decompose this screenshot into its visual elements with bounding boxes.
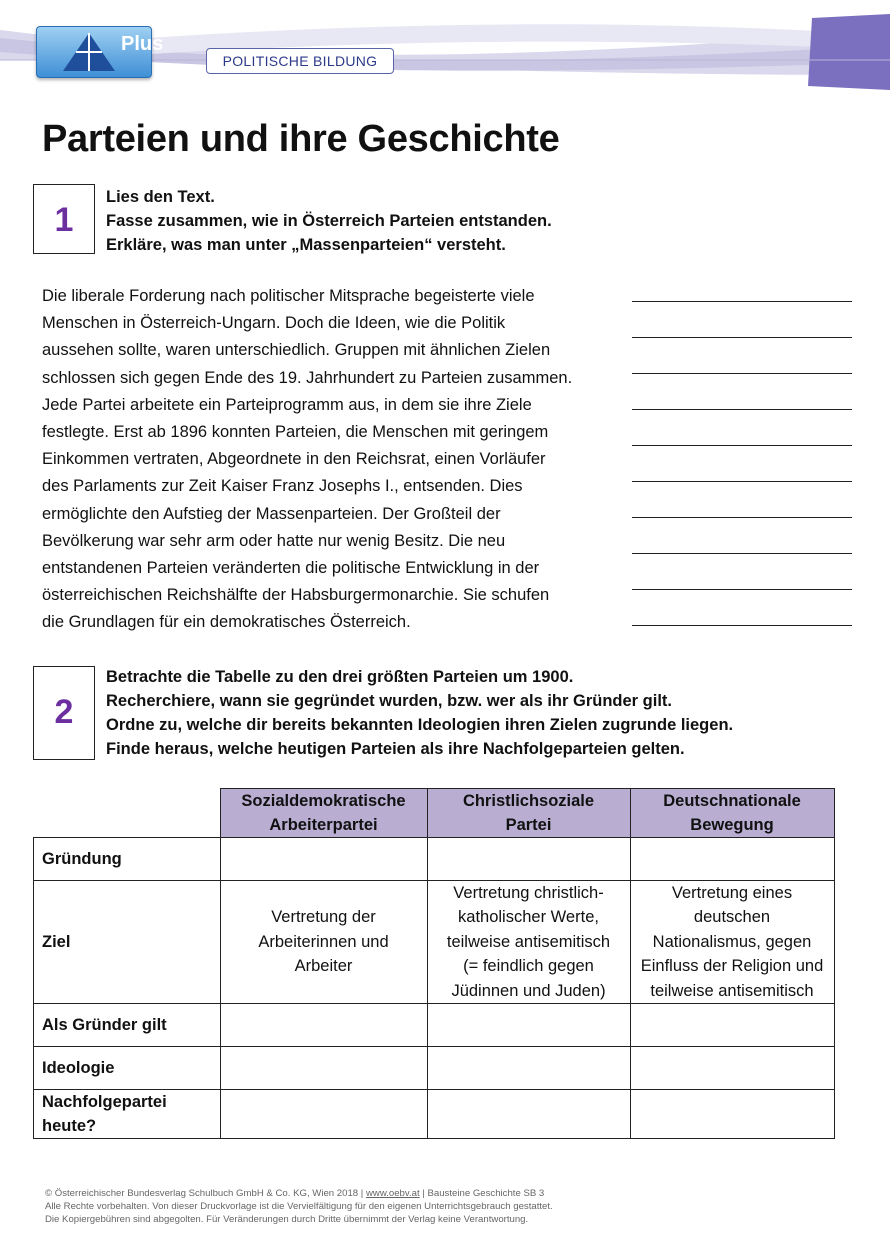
task-1-instructions — [106, 185, 552, 257]
instruction-line: Erkläre, was man unter „Massenparteien“ versteht. — [106, 236, 506, 254]
text-line: ermöglichte den Aufstieg der Massenparteien. Der Großteil der — [42, 504, 501, 523]
instruction-line: Ordne zu, welche dir bereits bekannten Ideologien ihren Zielen zugrunde liegen. — [106, 716, 734, 734]
answer-cell[interactable] — [630, 1090, 834, 1139]
answer-line[interactable] — [632, 518, 852, 554]
answer-cell[interactable] — [220, 1090, 427, 1139]
instruction-line: Fasse zusammen, wie in Österreich Parteien entstanden. — [106, 212, 552, 230]
answer-line[interactable] — [632, 482, 852, 518]
table-corner — [34, 789, 221, 838]
row-header: Gründung — [34, 838, 221, 881]
table-row — [34, 838, 835, 881]
footer-line: Alle Rechte vorbehalten. Von dieser Druckvorlage ist die Vervielfältigung für den eigenen Unterrichtsgebrauch gestattet. — [45, 1201, 553, 1212]
answer-cell[interactable] — [427, 1090, 630, 1139]
instruction-line: Finde heraus, welche heutigen Parteien als ihre Nachfolgeparteien gelten. — [106, 740, 685, 758]
column-header: Christlichsoziale Partei — [427, 789, 630, 838]
answer-cell[interactable] — [220, 1004, 427, 1047]
table-row — [34, 1047, 835, 1090]
task-number-1: 1 — [33, 184, 95, 254]
answer-cell[interactable] — [630, 1004, 834, 1047]
row-header: Nachfolgepartei heute? — [34, 1090, 221, 1139]
goal-cell: Vertretung der Arbeiterinnen und Arbeiter — [220, 881, 427, 1004]
answer-cell[interactable] — [427, 838, 630, 881]
text-line: des Parlaments zur Zeit Kaiser Franz Josephs I., entsenden. Dies — [42, 477, 523, 496]
answer-line[interactable] — [632, 410, 852, 446]
answer-line[interactable] — [632, 590, 852, 626]
publisher-link[interactable]: www.oebv.at — [365, 1188, 420, 1199]
text-line: entstandenen Parteien veränderten die politische Entwicklung in der — [42, 559, 540, 578]
instruction-line: Betrachte die Tabelle zu den drei größten Parteien um 1900. — [106, 668, 574, 686]
text-line: die Grundlagen für ein demokratisches Österreich. — [42, 613, 411, 632]
row-header: Als Gründer gilt — [34, 1004, 221, 1047]
answer-line[interactable] — [632, 302, 852, 338]
column-header: Sozialdemokratische Arbeiterpartei — [220, 789, 427, 838]
answer-line[interactable] — [632, 554, 852, 590]
answer-line[interactable] — [632, 446, 852, 482]
text-line: Die liberale Forderung nach politischer Mitsprache begeisterte viele — [42, 287, 535, 305]
text-line: Menschen in Österreich-Ungarn. Doch die Ideen, wie die Politik — [42, 314, 506, 333]
row-header: Ziel — [34, 881, 221, 1004]
text-line: festlegte. Erst ab 1896 konnten Parteien, die Menschen mit geringem — [42, 423, 549, 442]
answer-cell[interactable] — [630, 838, 834, 881]
answer-line[interactable] — [632, 338, 852, 374]
parties-table — [33, 788, 835, 1139]
answer-line[interactable] — [632, 374, 852, 410]
instruction-line: Lies den Text. — [106, 188, 215, 206]
task-number-2: 2 — [33, 666, 95, 760]
column-header: Deutschnationale Bewegung — [630, 789, 834, 838]
footer — [45, 1187, 553, 1226]
answer-cell[interactable] — [630, 1047, 834, 1090]
instruction-line: Recherchiere, wann sie gegründet wurden, bzw. wer als ihr Gründer gilt. — [106, 692, 673, 710]
answer-cell[interactable] — [220, 1047, 427, 1090]
table-row — [34, 881, 835, 1004]
goal-cell: Vertretung christlich- katholischer Werte, teilweise antisemitisch (= feindlich gegen Jüdinnen und Juden) — [427, 881, 630, 1004]
text-line: aussehen sollte, waren unterschiedlich. Gruppen mit ähnlichen Zielen — [42, 341, 551, 360]
subject-badge: POLITISCHE BILDUNG — [206, 48, 394, 74]
answer-line[interactable] — [632, 284, 852, 302]
footer-line: © Österreichischer Bundesverlag Schulbuch GmbH & Co. KG, Wien 2018 | www.oebv.at | Bausteine Geschichte SB 3 — [45, 1188, 545, 1199]
answer-lines — [632, 284, 852, 626]
text-line: Bevölkerung war sehr arm oder hatte nur wenig Besitz. Die neu — [42, 531, 506, 550]
page-title: Parteien und ihre Geschichte — [42, 118, 560, 160]
triangle-logo-icon — [59, 31, 119, 73]
plus-logo — [36, 26, 164, 78]
answer-cell[interactable] — [220, 838, 427, 881]
text-line: Jede Partei arbeitete ein Parteiprogramm aus, in dem sie ihre Ziele — [42, 395, 532, 414]
task-2-instructions — [106, 665, 733, 761]
logo-text: Plus — [121, 33, 164, 55]
text-line: schlossen sich gegen Ende des 19. Jahrhundert zu Parteien zusammen. — [42, 368, 573, 387]
text-line: Einkommen vertraten, Abgeordnete in den Reichsrat, einen Vorläufer — [42, 450, 546, 469]
table-row — [34, 1004, 835, 1047]
reading-text — [42, 283, 622, 637]
footer-line: Die Kopiergebühren sind abgegolten. Für Veränderungen durch Dritte übernimmt der Verlag keine Verantwortung. — [45, 1214, 529, 1225]
row-header: Ideologie — [34, 1047, 221, 1090]
answer-cell[interactable] — [427, 1004, 630, 1047]
table-row — [34, 1090, 835, 1139]
text-line: österreichischen Reichshälfte der Habsburgermonarchie. Sie schufen — [42, 586, 550, 605]
answer-cell[interactable] — [427, 1047, 630, 1090]
goal-cell: Vertretung eines deutschen Nationalismus, gegen Einfluss der Religion und teilweise antisemitisch — [630, 881, 834, 1004]
